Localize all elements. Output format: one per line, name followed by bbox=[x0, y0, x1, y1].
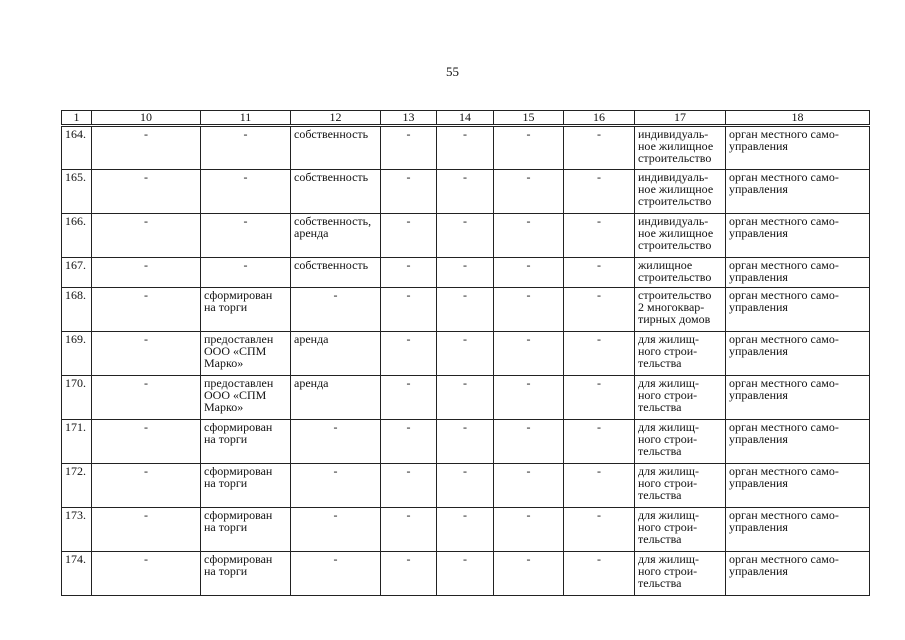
col16-cell: - bbox=[564, 170, 635, 214]
header-cell: 18 bbox=[726, 111, 870, 126]
table-row bbox=[62, 214, 870, 258]
col11-cell: предоставлен ООО «СПМ Марко» bbox=[201, 332, 291, 376]
col12-cell: аренда bbox=[291, 376, 381, 420]
col18-cell: орган местного само- управления bbox=[726, 288, 870, 332]
col16-cell: - bbox=[564, 288, 635, 332]
col11-cell: сформирован на торги bbox=[201, 420, 291, 464]
col10-cell: - bbox=[92, 126, 201, 170]
col14-cell: - bbox=[437, 332, 494, 376]
col18-cell: орган местного само- управления bbox=[726, 376, 870, 420]
col13-cell: - bbox=[381, 288, 437, 332]
col13-cell: - bbox=[381, 170, 437, 214]
header-cell: 11 bbox=[201, 111, 291, 126]
table-row bbox=[62, 258, 870, 288]
col13-cell: - bbox=[381, 332, 437, 376]
col16-cell: - bbox=[564, 508, 635, 552]
col13-cell: - bbox=[381, 376, 437, 420]
col15-cell: - bbox=[494, 420, 564, 464]
header-cell: 15 bbox=[494, 111, 564, 126]
col17-cell: для жилищ- ного строи- тельства bbox=[635, 552, 726, 596]
table-row bbox=[62, 288, 870, 332]
col12-cell: - bbox=[291, 288, 381, 332]
col16-cell: - bbox=[564, 376, 635, 420]
col10-cell: - bbox=[92, 376, 201, 420]
col13-cell: - bbox=[381, 464, 437, 508]
col10-cell: - bbox=[92, 170, 201, 214]
col16-cell: - bbox=[564, 258, 635, 288]
col18-cell: орган местного само- управления bbox=[726, 258, 870, 288]
col12-cell: собственность, аренда bbox=[291, 214, 381, 258]
col15-cell: - bbox=[494, 258, 564, 288]
col16-cell: - bbox=[564, 464, 635, 508]
table-row bbox=[62, 508, 870, 552]
row-number-cell: 174. bbox=[62, 552, 92, 596]
col10-cell: - bbox=[92, 420, 201, 464]
table-header-row bbox=[62, 111, 870, 126]
table-row bbox=[62, 552, 870, 596]
col12-cell: аренда bbox=[291, 332, 381, 376]
col15-cell: - bbox=[494, 126, 564, 170]
col14-cell: - bbox=[437, 126, 494, 170]
col12-cell: собственность bbox=[291, 170, 381, 214]
header-cell: 12 bbox=[291, 111, 381, 126]
col11-cell: - bbox=[201, 126, 291, 170]
header-cell: 17 bbox=[635, 111, 726, 126]
row-number-cell: 170. bbox=[62, 376, 92, 420]
col14-cell: - bbox=[437, 214, 494, 258]
row-number-cell: 168. bbox=[62, 288, 92, 332]
col16-cell: - bbox=[564, 420, 635, 464]
col17-cell: для жилищ- ного строи- тельства bbox=[635, 420, 726, 464]
col14-cell: - bbox=[437, 508, 494, 552]
col14-cell: - bbox=[437, 376, 494, 420]
col17-cell: индивидуаль- ное жилищное строительство bbox=[635, 170, 726, 214]
row-number-cell: 164. bbox=[62, 126, 92, 170]
col13-cell: - bbox=[381, 214, 437, 258]
col18-cell: орган местного само- управления bbox=[726, 464, 870, 508]
col10-cell: - bbox=[92, 332, 201, 376]
page-number: 55 bbox=[446, 64, 459, 79]
table-row bbox=[62, 464, 870, 508]
col14-cell: - bbox=[437, 552, 494, 596]
col18-cell: орган местного само- управления bbox=[726, 332, 870, 376]
col10-cell: - bbox=[92, 508, 201, 552]
row-number-cell: 167. bbox=[62, 258, 92, 288]
col18-cell: орган местного само- управления bbox=[726, 126, 870, 170]
col15-cell: - bbox=[494, 288, 564, 332]
col13-cell: - bbox=[381, 508, 437, 552]
col15-cell: - bbox=[494, 376, 564, 420]
col16-cell: - bbox=[564, 332, 635, 376]
col12-cell: - bbox=[291, 420, 381, 464]
col15-cell: - bbox=[494, 464, 564, 508]
col17-cell: индивидуаль- ное жилищное строительство bbox=[635, 214, 726, 258]
col14-cell: - bbox=[437, 464, 494, 508]
table-row bbox=[62, 332, 870, 376]
col17-cell: жилищное строительство bbox=[635, 258, 726, 288]
col15-cell: - bbox=[494, 214, 564, 258]
col15-cell: - bbox=[494, 332, 564, 376]
col14-cell: - bbox=[437, 258, 494, 288]
land-registry-table bbox=[61, 110, 870, 596]
col11-cell: сформирован на торги bbox=[201, 508, 291, 552]
header-cell: 16 bbox=[564, 111, 635, 126]
header-cell: 13 bbox=[381, 111, 437, 126]
col11-cell: - bbox=[201, 170, 291, 214]
row-number-cell: 169. bbox=[62, 332, 92, 376]
col10-cell: - bbox=[92, 464, 201, 508]
col13-cell: - bbox=[381, 420, 437, 464]
col13-cell: - bbox=[381, 126, 437, 170]
col16-cell: - bbox=[564, 126, 635, 170]
table-row bbox=[62, 170, 870, 214]
col13-cell: - bbox=[381, 552, 437, 596]
col17-cell: строительство 2 многоквар- тирных домов bbox=[635, 288, 726, 332]
col14-cell: - bbox=[437, 170, 494, 214]
col17-cell: для жилищ- ного строи- тельства bbox=[635, 508, 726, 552]
header-cell: 1 bbox=[62, 111, 92, 126]
table-row bbox=[62, 376, 870, 420]
col12-cell: - bbox=[291, 552, 381, 596]
table-row bbox=[62, 126, 870, 170]
header-cell: 10 bbox=[92, 111, 201, 126]
col11-cell: предоставлен ООО «СПМ Марко» bbox=[201, 376, 291, 420]
col14-cell: - bbox=[437, 288, 494, 332]
header-cell: 14 bbox=[437, 111, 494, 126]
col16-cell: - bbox=[564, 552, 635, 596]
col10-cell: - bbox=[92, 552, 201, 596]
col13-cell: - bbox=[381, 258, 437, 288]
col18-cell: орган местного само- управления bbox=[726, 170, 870, 214]
row-number-cell: 165. bbox=[62, 170, 92, 214]
col10-cell: - bbox=[92, 214, 201, 258]
col15-cell: - bbox=[494, 508, 564, 552]
col12-cell: - bbox=[291, 508, 381, 552]
col11-cell: сформирован на торги bbox=[201, 552, 291, 596]
col12-cell: - bbox=[291, 464, 381, 508]
col11-cell: - bbox=[201, 258, 291, 288]
row-number-cell: 171. bbox=[62, 420, 92, 464]
col15-cell: - bbox=[494, 552, 564, 596]
col10-cell: - bbox=[92, 258, 201, 288]
row-number-cell: 172. bbox=[62, 464, 92, 508]
col17-cell: индивидуаль- ное жилищное строительство bbox=[635, 126, 726, 170]
table-row bbox=[62, 420, 870, 464]
col18-cell: орган местного само- управления bbox=[726, 552, 870, 596]
col16-cell: - bbox=[564, 214, 635, 258]
col18-cell: орган местного само- управления bbox=[726, 214, 870, 258]
col11-cell: сформирован на торги bbox=[201, 464, 291, 508]
col17-cell: для жилищ- ного строи- тельства bbox=[635, 332, 726, 376]
col12-cell: собственность bbox=[291, 126, 381, 170]
col10-cell: - bbox=[92, 288, 201, 332]
col12-cell: собственность bbox=[291, 258, 381, 288]
row-number-cell: 166. bbox=[62, 214, 92, 258]
row-number-cell: 173. bbox=[62, 508, 92, 552]
col17-cell: для жилищ- ного строи- тельства bbox=[635, 464, 726, 508]
col11-cell: - bbox=[201, 214, 291, 258]
col17-cell: для жилищ- ного строи- тельства bbox=[635, 376, 726, 420]
col14-cell: - bbox=[437, 420, 494, 464]
col18-cell: орган местного само- управления bbox=[726, 508, 870, 552]
col18-cell: орган местного само- управления bbox=[726, 420, 870, 464]
col15-cell: - bbox=[494, 170, 564, 214]
col11-cell: сформирован на торги bbox=[201, 288, 291, 332]
